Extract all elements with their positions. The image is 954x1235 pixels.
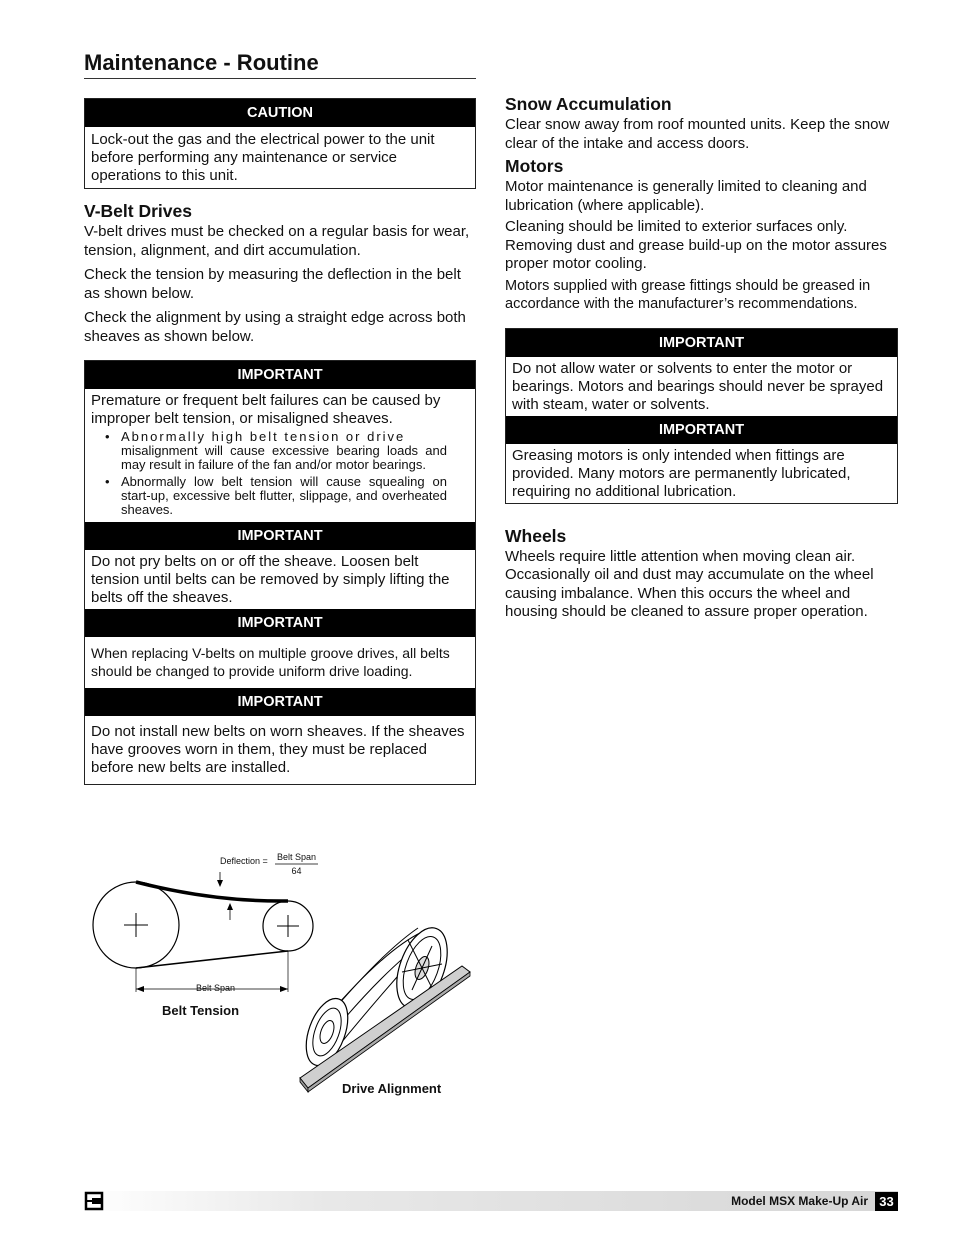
belt-tension-caption: Belt Tension bbox=[162, 1003, 240, 1018]
important-header: IMPORTANT bbox=[85, 609, 475, 637]
bullet-item: • Abnormally low belt tension will cause squealing on start-up, excessive belt flutter, slippage, and overheated sheaves. bbox=[105, 474, 447, 517]
important-text: Do not allow water or solvents to enter the motor or bearings. Motors and bearings should never be sprayed with steam, water or solvents. bbox=[512, 359, 884, 413]
vbelt-paragraph: Check the alignment by using a straight edge across both sheaves as shown below. bbox=[84, 309, 466, 345]
fraction-denominator: 64 bbox=[291, 866, 302, 876]
bullet-icon: • bbox=[105, 429, 112, 444]
footer-model: Model MSX Make-Up Air bbox=[731, 1194, 868, 1208]
important-bullets bbox=[91, 430, 469, 517]
important-header: IMPORTANT bbox=[85, 522, 475, 550]
important-box-right bbox=[505, 328, 898, 504]
important-text: Greasing motors is only intended when fittings are provided. Many motors are permanently lubricated, requiring no additional lubrication. bbox=[512, 446, 851, 500]
motors-paragraph: Motors supplied with grease fittings should be greased in accordance with the manufacturer’s recommendations. bbox=[505, 277, 871, 312]
important-intro: Premature or frequent belt failures can be caused by improper belt tension, or misaligned sheaves. bbox=[91, 392, 441, 427]
important-box-left bbox=[84, 360, 476, 785]
snow-heading: Snow Accumulation bbox=[505, 94, 672, 114]
page-number: 33 bbox=[875, 1192, 898, 1211]
belt-diagram bbox=[84, 840, 484, 1110]
important-header: IMPORTANT bbox=[506, 329, 897, 357]
wheels-text: Wheels require little attention when moving clean air. Occasionally oil and dust may accumulate on the wheel causing imbalance. When this occurs the wheel and housing should be cleaned to assure proper operation. bbox=[505, 547, 874, 620]
belt-figure bbox=[84, 840, 484, 1110]
greenheck-logo-icon bbox=[84, 1191, 106, 1211]
belt-span-label: Belt Span bbox=[196, 983, 236, 993]
important-header: IMPORTANT bbox=[85, 361, 475, 389]
vbelt-section bbox=[84, 201, 476, 346]
vbelt-paragraph: Check the tension by measuring the deflection in the belt as shown below. bbox=[84, 266, 461, 302]
drive-alignment-diagram bbox=[298, 921, 470, 1092]
fraction-numerator: Belt Span bbox=[276, 852, 317, 862]
motors-paragraph: Motor maintenance is generally limited to cleaning and lubrication (where applicable). bbox=[505, 178, 867, 214]
motors-paragraph: Cleaning should be limited to exterior surfaces only. Removing dust and grease build-up on the motor assures proper motor cooling. bbox=[505, 218, 887, 272]
important-header: IMPORTANT bbox=[85, 688, 475, 716]
drive-alignment-caption: Drive Alignment bbox=[342, 1081, 442, 1096]
snow-text: Clear snow away from roof mounted units. Keep the snow clear of the intake and access doors. bbox=[505, 116, 890, 152]
right-column bbox=[505, 94, 898, 628]
important-text: When replacing V-belts on multiple groove drives, all belts should be changed to provide uniform drive loading. bbox=[91, 645, 450, 679]
caution-header: CAUTION bbox=[85, 99, 475, 127]
wheels-heading: Wheels bbox=[505, 525, 567, 546]
caution-text: Lock-out the gas and the electrical power to the unit before performing any maintenance or service operations to this unit. bbox=[91, 131, 435, 184]
left-column bbox=[84, 98, 476, 785]
bullet-icon: • bbox=[105, 474, 110, 489]
motors-heading: Motors bbox=[505, 156, 564, 176]
vbelt-heading: V-Belt Drives bbox=[84, 201, 192, 221]
vbelt-paragraph: V-belt drives must be checked on a regular basis for wear, tension, alignment, and dirt accumulation. bbox=[84, 223, 470, 259]
caution-box bbox=[84, 98, 476, 189]
page-title: Maintenance - Routine bbox=[84, 50, 476, 79]
bullet-item: • Abnormally high belt tension or drive bbox=[105, 429, 406, 444]
deflection-label: Deflection = bbox=[220, 856, 268, 866]
belt-tension-diagram bbox=[93, 864, 318, 992]
important-text: Do not pry belts on or off the sheave. Loosen belt tension until belts can be removed by simply lifting the belts off the sheaves. bbox=[91, 553, 450, 606]
important-header: IMPORTANT bbox=[506, 416, 897, 444]
important-text bbox=[85, 389, 475, 522]
important-text: Do not install new belts on worn sheaves. If the sheaves have grooves worn in them, they must be replaced before new belts are installed. bbox=[91, 723, 465, 776]
bullet-item: misalignment will cause excessive bearing loads and may result in failure of the fan and/or motor bearings. bbox=[121, 443, 447, 472]
